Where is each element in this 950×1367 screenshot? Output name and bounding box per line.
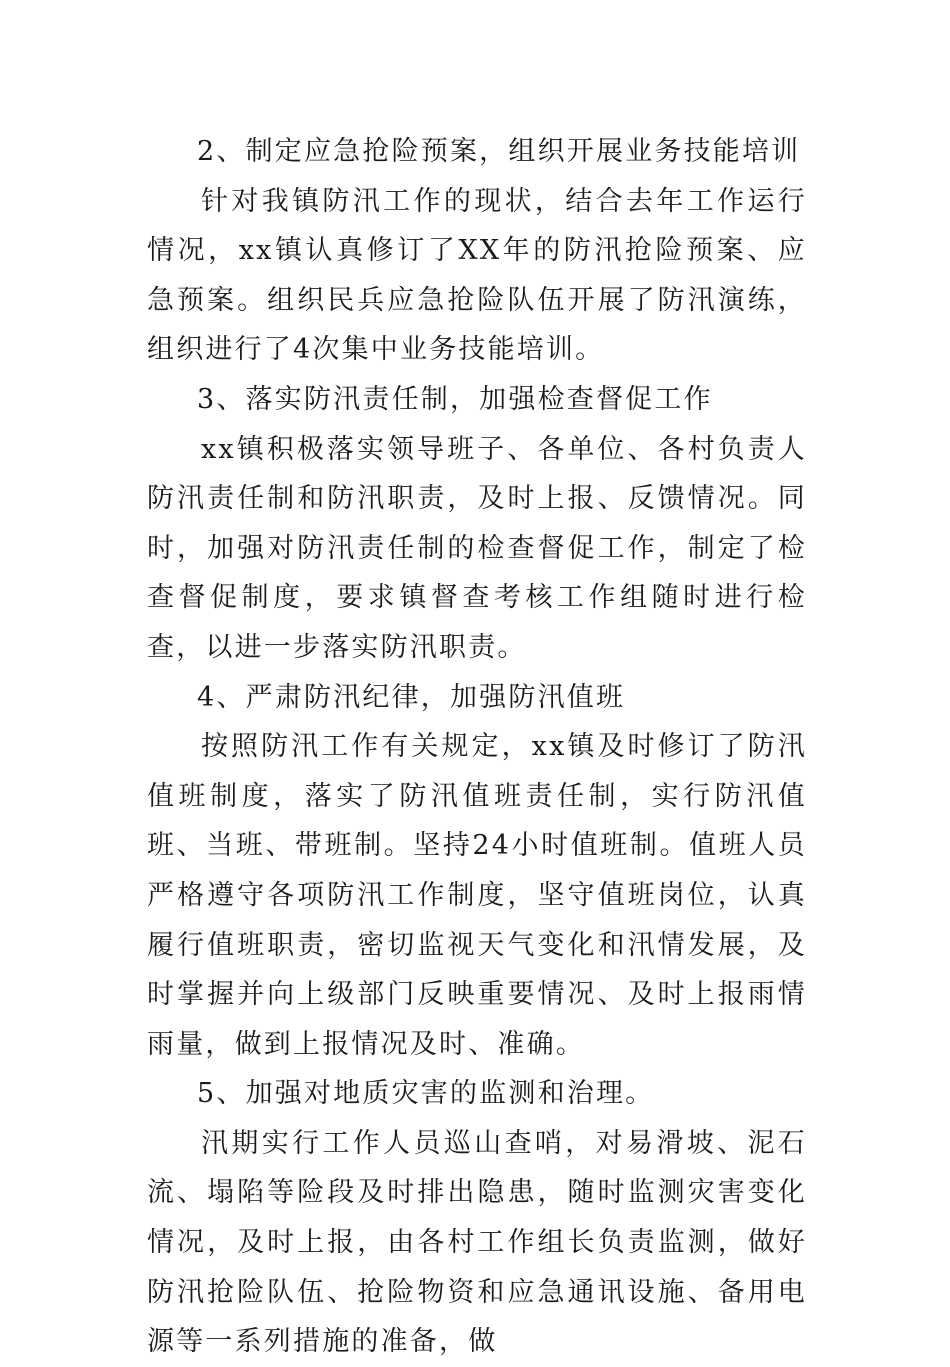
- section-5-paragraph: 汛期实行工作人员巡山查哨，对易滑坡、泥石流、塌陷等险段及时排出隐患，随时监测灾害变化情况，及时上报，由各村工作组长负责监测，做好防汛抢险队伍、抢险物资和应急通讯设施、备用电源等一系列措施的准备，做: [147, 1127, 807, 1358]
- section-4-paragraph: 按照防汛工作有关规定，xx镇及时修订了防汛值班制度，落实了防汛值班责任制，实行防汛值班、当班、带班制。坚持24小时值班制。值班人员严格遵守各项防汛工作制度，坚守值班岗位，认真履行值班职责，密切监视天气变化和汛情发展，及时掌握并向上级部门反映重要情况、及时上报雨情雨量，做到上报情况及时、准确。: [147, 731, 807, 1060]
- section-3-heading: 3、落实防汛责任制，加强检查督促工作: [197, 383, 713, 415]
- section-5-heading: 5、加强对地质灾害的监测和治理。: [197, 1078, 655, 1110]
- section-2-heading: 2、制定应急抢险预案，组织开展业务技能培训: [197, 136, 801, 167]
- section-2-paragraph: 针对我镇防汛工作的现状，结合去年工作运行情况，xx镇认真修订了XX年的防汛抢险预案、应急预案。组织民兵应急抢险队伍开展了防汛演练，组织进行了4次集中业务技能培训。: [147, 185, 807, 366]
- document-body: [147, 127, 807, 1367]
- section-3-paragraph: xx镇积极落实领导班子、各单位、各村负责人防汛责任制和防汛职责，及时上报、反馈情况。同时，加强对防汛责任制的检查督促工作，制定了检查督促制度，要求镇督查考核工作组随时进行检查，以进一步落实防汛职责。: [147, 433, 807, 663]
- section-4-heading: 4、严肃防汛纪律，加强防汛值班: [197, 681, 626, 713]
